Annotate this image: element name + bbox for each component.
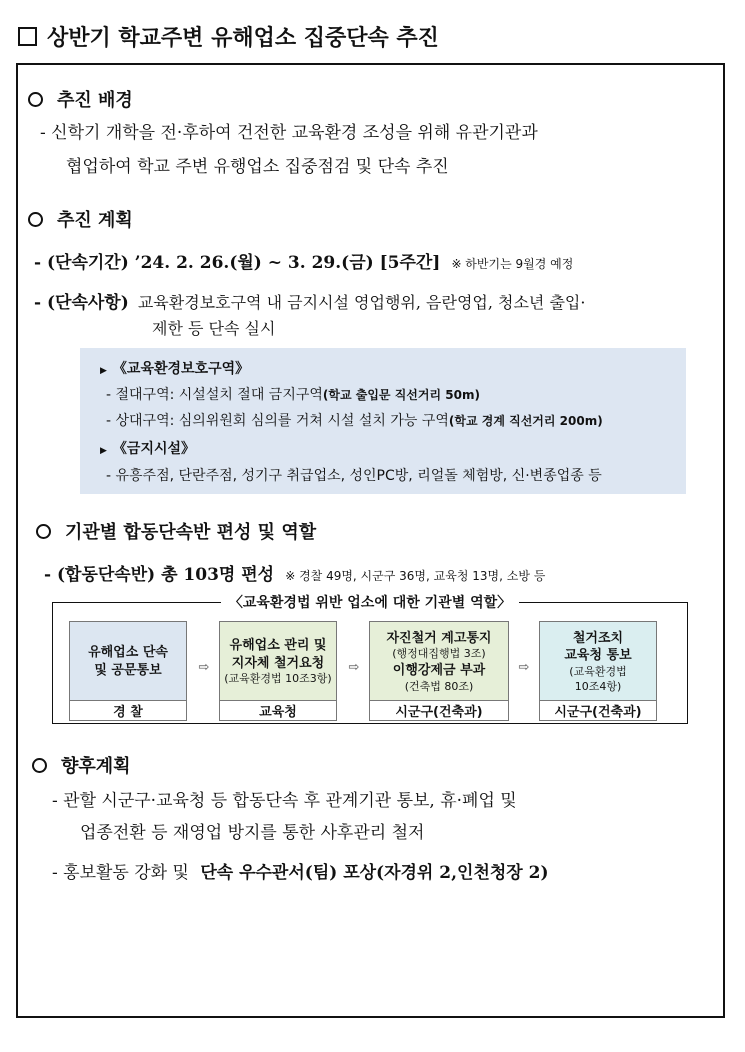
circle-bullet-icon — [28, 92, 43, 107]
page-title — [18, 16, 439, 56]
background-line-2: 협업하여 학교 주변 유행업소 집중점검 및 단속 추진 — [66, 157, 449, 177]
stage-education-office-agency: 교육청 — [220, 700, 336, 720]
checkbox-square-icon — [18, 27, 37, 46]
plan-items — [34, 288, 585, 313]
diagram-title: 〈교육환경법 위반 업소에 대한 기관별 역할〉 — [53, 592, 687, 612]
background-line-1: - 신학기 개학을 전·후하여 건전한 교육환경 조성을 위해 유관기관과 — [40, 123, 538, 143]
plan-items-text-1: 교육환경보호구역 내 금지시설 영업행위, 음란영업, 청소년 출입· — [137, 293, 586, 312]
arrow-right-icon: ⇨ — [348, 660, 360, 675]
stage-police-body: 유해업소 단속 및 공문통보 — [70, 622, 186, 702]
arrow-right-icon: ⇨ — [518, 660, 530, 675]
section-joint-team-heading: 기관별 합동단속반 편성 및 역할 — [36, 518, 316, 544]
facility-heading: ▶ 《금지시설》 — [100, 441, 196, 457]
plan-items-label: - (단속사항) — [34, 293, 129, 313]
stage-local-gov-notice — [369, 621, 509, 721]
plan-period — [34, 248, 573, 273]
future-line-1: - 관할 시군구·교육청 등 합동단속 후 관계기관 통보, 휴·폐업 및 — [52, 791, 517, 811]
stage-education-office — [219, 621, 337, 721]
arrow-right-icon: ⇨ — [198, 660, 210, 675]
joint-team-note: ※ 경찰 49명, 시군구 36명, 교육청 13명, 소방 등 — [285, 569, 546, 583]
triangle-bullet-icon: ▶ — [100, 446, 107, 456]
circle-bullet-icon — [36, 524, 51, 539]
facility-list: - 유흥주점, 단란주점, 성기구 취급업소, 성인PC방, 리얼돌 체험방, 신·변종업종 등 — [106, 468, 602, 484]
stage-local-gov-removal-agency: 시군구(건축과) — [540, 700, 656, 720]
joint-team-summary: - (합동단속반) 총 103명 편성 ※ 경찰 49명, 시군구 36명, 교육청 13명, 소방 등 — [44, 565, 546, 585]
circle-bullet-icon — [32, 758, 47, 773]
future-line-2: 업종전환 등 재영업 방지를 통한 사후관리 철저 — [80, 823, 425, 843]
stage-local-gov-removal-body: 철거조치 교육청 통보 (교육환경법 10조4항) — [540, 622, 656, 702]
stage-local-gov-notice-body: 자진철거 계고통지 (행정대집행법 3조) 이행강제금 부과 (건축법 80조) — [370, 622, 508, 702]
stage-police-agency: 경 찰 — [70, 700, 186, 720]
agency-role-diagram — [52, 595, 688, 724]
plan-period-text: - (단속기간) ’24. 2. 26.(월) ~ 3. 29.(금) [5주간] — [34, 253, 441, 273]
triangle-bullet-icon: ▶ — [100, 366, 107, 376]
legal-info-box — [80, 348, 686, 494]
stage-education-office-body: 유해업소 관리 및 지자체 철거요청 (교육환경법 10조3항) — [220, 622, 336, 702]
absolute-zone: - 절대구역: 시설설치 절대 금지구역(학교 출입문 직선거리 50m) — [106, 387, 480, 403]
section-background-heading: 추진 배경 — [28, 86, 133, 112]
section-plan-heading: 추진 계획 — [28, 206, 133, 232]
circle-bullet-icon — [28, 212, 43, 227]
future-award-text: 단속 우수관서(팀) 포상(자경위 2,인천청장 2) — [200, 863, 549, 883]
stage-local-gov-notice-agency: 시군구(건축과) — [370, 700, 508, 720]
relative-zone: - 상대구역: 심의위원회 심의를 거쳐 시설 설치 가능 구역(학교 경계 직선거리 200m) — [106, 413, 603, 429]
plan-items-text-2: 제한 등 단속 실시 — [152, 319, 276, 338]
plan-period-note: ※ 하반기는 9월경 예정 — [451, 257, 574, 271]
future-line-3: - 홍보활동 강화 및 단속 우수관서(팀) 포상(자경위 2,인천청장 2) — [52, 863, 549, 883]
stage-police — [69, 621, 187, 721]
zone-heading: ▶ 《교육환경보호구역》 — [100, 361, 250, 377]
page-title-text: 상반기 학교주변 유해업소 집중단속 추진 — [47, 25, 439, 51]
stage-local-gov-removal — [539, 621, 657, 721]
section-future-heading: 향후계획 — [32, 752, 131, 778]
